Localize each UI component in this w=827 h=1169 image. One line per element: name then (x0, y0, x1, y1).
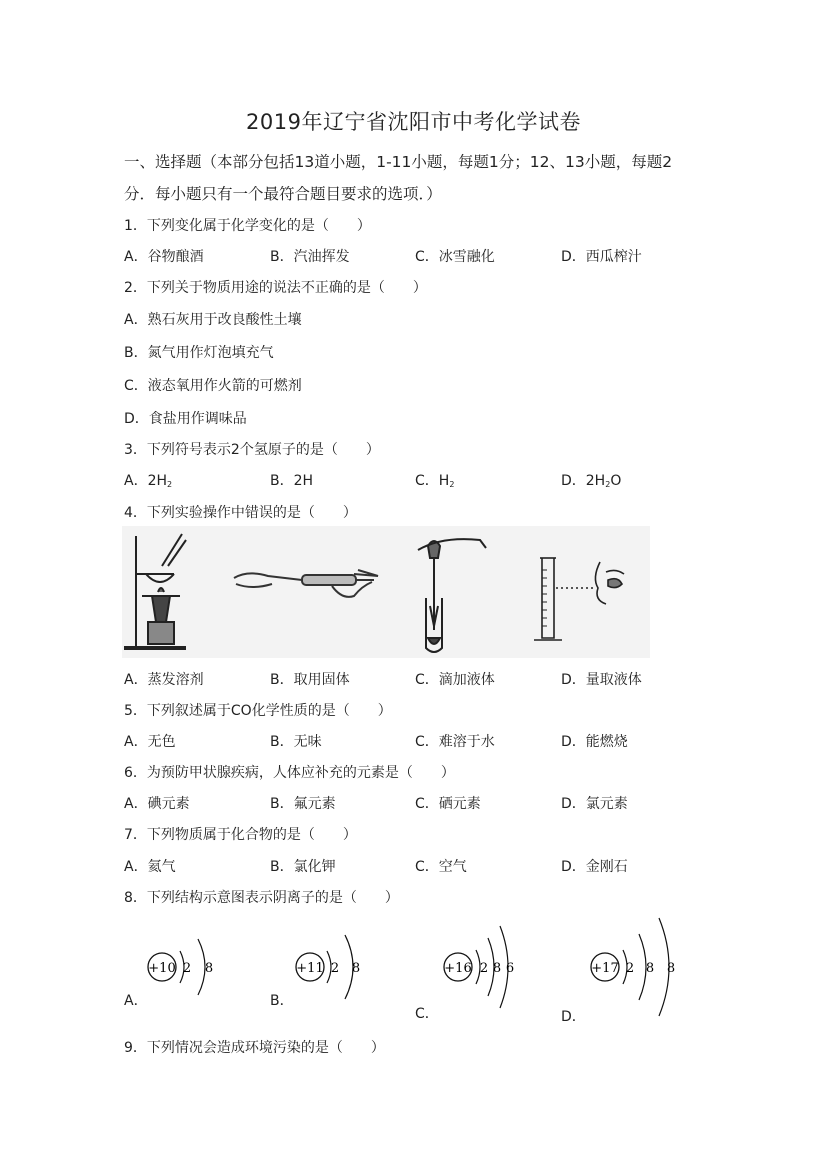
nucleus-charge: +10 (148, 961, 176, 976)
q3-option-c-text: C．H (415, 473, 450, 489)
question-7-stem: 7．下列物质属于化合物的是（ ） (124, 827, 357, 843)
q3-option-d (561, 470, 621, 490)
q3-option-d-text: D．2H (561, 473, 606, 489)
q1-option-d: D．西瓜榨汁 (561, 249, 642, 265)
q5-option-c: C．难溶于水 (415, 734, 495, 750)
shell-1-electrons: 2 (625, 961, 635, 976)
shell-2-electrons: 8 (351, 961, 361, 976)
q3-option-a-text: A．2H (124, 473, 168, 489)
q3-option-b (270, 470, 313, 490)
q1-option-b: B．汽油挥发 (270, 249, 350, 265)
q8-option-a: A． (124, 993, 148, 1009)
q2-option-b: B．氮气用作灯泡填充气 (124, 345, 274, 361)
figure-background (122, 526, 650, 658)
q4-option-d: D．量取液体 (561, 672, 642, 688)
q7-option-b: B．氯化钾 (270, 859, 336, 875)
section-heading-line-1: 一、选择题（本部分包括13道小题，1-11小题，每题1分；12、13小题，每题2 (124, 153, 673, 171)
q6-option-d: D．氯元素 (561, 796, 628, 812)
shell-2-electrons: 8 (645, 961, 655, 976)
q5-option-a: A．无色 (124, 734, 176, 750)
q3-option-d-suffix: O (610, 473, 622, 489)
q2-option-a: A．熟石灰用于改良酸性土壤 (124, 312, 302, 328)
q6-option-c: C．硒元素 (415, 796, 481, 812)
q6-option-b: B．氟元素 (270, 796, 336, 812)
shell-1-electrons: 2 (330, 961, 340, 976)
question-5-stem: 5．下列叙述属于CO化学性质的是（ ） (124, 703, 392, 719)
question-4-stem: 4．下列实验操作中错误的是（ ） (124, 505, 357, 521)
q4-option-b: B．取用固体 (270, 672, 350, 688)
shell-2-electrons: 8 (204, 961, 214, 976)
shell-3-electrons: 8 (666, 961, 676, 976)
q2-option-c: C．液态氧用作火箭的可燃剂 (124, 378, 302, 394)
q5-option-b: B．无味 (270, 734, 322, 750)
question-9-stem: 9．下列情况会造成环境污染的是（ ） (124, 1040, 385, 1056)
q8-option-d: D． (561, 1009, 586, 1025)
q8-option-b: B． (270, 993, 294, 1009)
atom-diagram-a (140, 925, 220, 1001)
section-heading (124, 146, 714, 210)
q8-option-c: C． (415, 1006, 439, 1022)
atom-diagram-b (285, 925, 365, 1001)
q3-option-c-subscript: 2 (449, 480, 455, 489)
q6-option-a: A．碘元素 (124, 796, 190, 812)
page-title: 2019年辽宁省沈阳市中考化学试卷 (246, 110, 581, 134)
q7-option-c: C．空气 (415, 859, 467, 875)
question-6-stem: 6．为预防甲状腺疾病，人体应补充的元素是（ ） (124, 765, 455, 781)
question-8-stem: 8．下列结构示意图表示阴离子的是（ ） (124, 890, 399, 906)
q3-option-a-subscript: 2 (167, 480, 173, 489)
q7-option-a: A．氦气 (124, 859, 176, 875)
section-heading-line-2: 分．每小题只有一个最符合题目要求的选项．） (124, 185, 442, 203)
atom-diagram-c (430, 920, 530, 1010)
question-1-stem: 1．下列变化属于化学变化的是（ ） (124, 218, 371, 234)
nucleus-charge: +11 (296, 961, 324, 976)
shell-3-electrons: 6 (505, 961, 515, 976)
q3-option-c (415, 470, 454, 490)
question-2-stem: 2．下列关于物质用途的说法不正确的是（ ） (124, 280, 427, 296)
q4-option-a: A．蒸发溶剂 (124, 672, 204, 688)
q3-option-a (124, 470, 172, 490)
shell-1-electrons: 2 (479, 961, 489, 976)
q4-option-c: C．滴加液体 (415, 672, 495, 688)
q2-option-d: D．食盐用作调味品 (124, 411, 247, 427)
question-3-stem: 3．下列符号表示2个氢原子的是（ ） (124, 442, 380, 458)
q3-option-b-text: B．2H (270, 473, 314, 489)
atom-diagram-d (575, 912, 685, 1018)
lab-operations-figure (122, 526, 650, 658)
shell-1-electrons: 2 (182, 961, 192, 976)
q7-option-d: D．金刚石 (561, 859, 628, 875)
nucleus-charge: +17 (591, 961, 619, 976)
q1-option-a: A．谷物酿酒 (124, 249, 204, 265)
shell-2-electrons: 8 (492, 961, 502, 976)
q5-option-d: D．能燃烧 (561, 734, 628, 750)
q1-option-c: C．冰雪融化 (415, 249, 495, 265)
q3-option-d-subscript: 2 (605, 480, 611, 489)
nucleus-charge: +16 (444, 961, 472, 976)
